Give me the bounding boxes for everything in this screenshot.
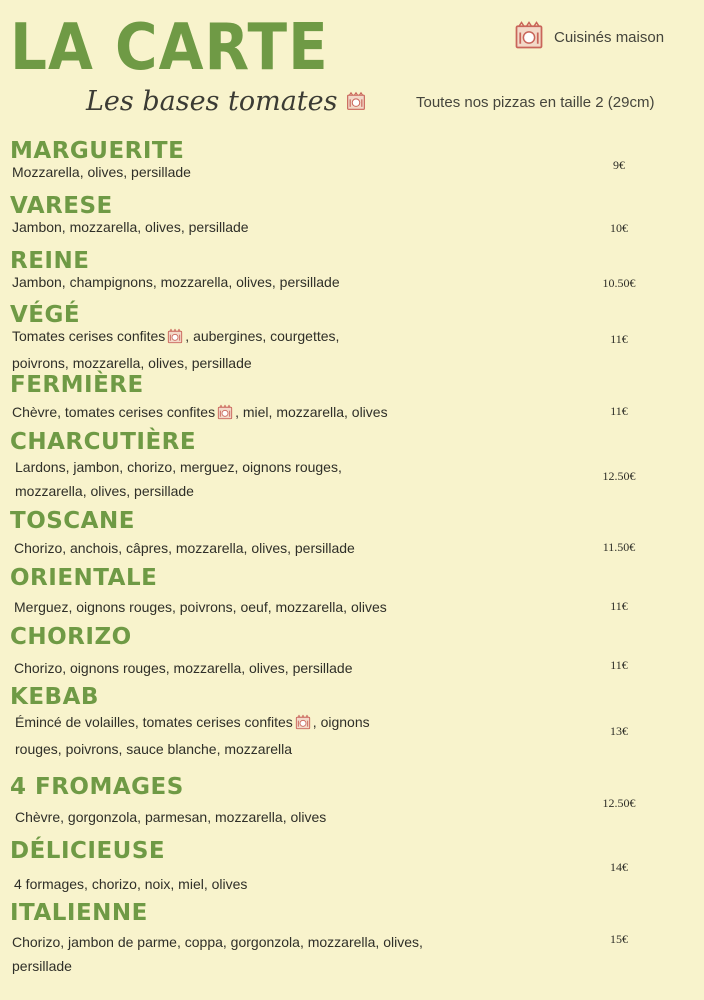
pizza-description: Jambon, mozzarella, olives, persillade — [12, 219, 249, 235]
pizza-description: Lardons, jambon, chorizo, merguez, oignons rouges, mozzarella, olives, persillade — [15, 459, 342, 499]
pizza-price: 12.50€ — [602, 796, 636, 810]
homemade-cooking-icon — [217, 403, 233, 427]
pizza-price: 11.50€ — [602, 540, 636, 554]
pizza-description: Merguez, oignons rouges, poivrons, oeuf, mozzarella, olives — [14, 599, 387, 615]
pizza-name: CHORIZO — [10, 624, 132, 650]
homemade-cooking-icon — [346, 87, 366, 118]
pizza-name: DÉLICIEUSE — [10, 838, 166, 864]
legend-label: Cuisinés maison — [554, 28, 665, 46]
pizza-description: Chorizo, oignons rouges, mozzarella, olives, persillade — [14, 660, 353, 676]
pizza-description: Émincé de volailles, tomates cerises confites , oignons rouges, poivrons, sauce blanche, mozzarella — [15, 714, 370, 757]
pizza-price: 12.50€ — [602, 469, 636, 483]
pizza-description: Chèvre, tomates cerises confites , miel, mozzarella, olives — [12, 400, 462, 427]
pizza-name: CHARCUTIÈRE — [10, 429, 197, 455]
homemade-cooking-icon — [295, 713, 311, 737]
pizza-price: 11€ — [610, 599, 628, 613]
pizza-description: Tomates cerises confites , aubergines, courgettes, poivrons, mozzarella, olives, persillade — [12, 328, 340, 371]
page-title: LA CARTE — [10, 9, 329, 85]
pizza-description: Chorizo, jambon de parme, coppa, gorgonzola, mozzarella, olives, persillade — [12, 934, 423, 974]
homemade-legend — [514, 20, 664, 54]
pizza-price: 10.50€ — [602, 276, 636, 290]
pizza-price: 10€ — [610, 221, 628, 235]
pizza-description: Jambon, champignons, mozzarella, olives, persillade — [12, 274, 340, 290]
pizza-description: Mozzarella, olives, persillade — [12, 164, 191, 180]
homemade-cooking-icon — [167, 327, 183, 351]
pizza-name: TOSCANE — [10, 508, 135, 534]
pizza-name: 4 FROMAGES — [10, 774, 184, 800]
pizza-description: Chèvre, gorgonzola, parmesan, mozzarella, olives — [15, 809, 327, 825]
pizza-price: 11€ — [610, 658, 628, 672]
pizza-name: VÉGÉ — [10, 302, 81, 328]
pizza-price: 11€ — [610, 332, 628, 346]
pizza-description: 4 formages, chorizo, noix, miel, olives — [14, 876, 248, 892]
pizza-price: 14€ — [610, 860, 628, 874]
pizza-name: KEBAB — [10, 684, 99, 710]
pizza-name: MARGUERITE — [10, 138, 185, 164]
pizza-price: 9€ — [613, 158, 625, 172]
pizza-name: FERMIÈRE — [10, 372, 144, 398]
pizza-name: VARESE — [10, 193, 113, 219]
pizza-size-note: Toutes nos pizzas en taille 2 (29cm) — [416, 94, 655, 111]
pizza-name: REINE — [10, 248, 90, 274]
subtitle-text: Les bases tomates — [86, 86, 338, 117]
pizza-price: 15€ — [610, 932, 628, 946]
pizza-price: 11€ — [610, 404, 628, 418]
pizza-price: 13€ — [610, 724, 628, 738]
pizza-description: Chorizo, anchois, câpres, mozzarella, olives, persillade — [14, 540, 355, 556]
pizza-name: ITALIENNE — [10, 900, 148, 926]
pizza-name: ORIENTALE — [10, 565, 158, 591]
homemade-cooking-icon — [514, 20, 544, 54]
section-subtitle — [86, 86, 366, 118]
